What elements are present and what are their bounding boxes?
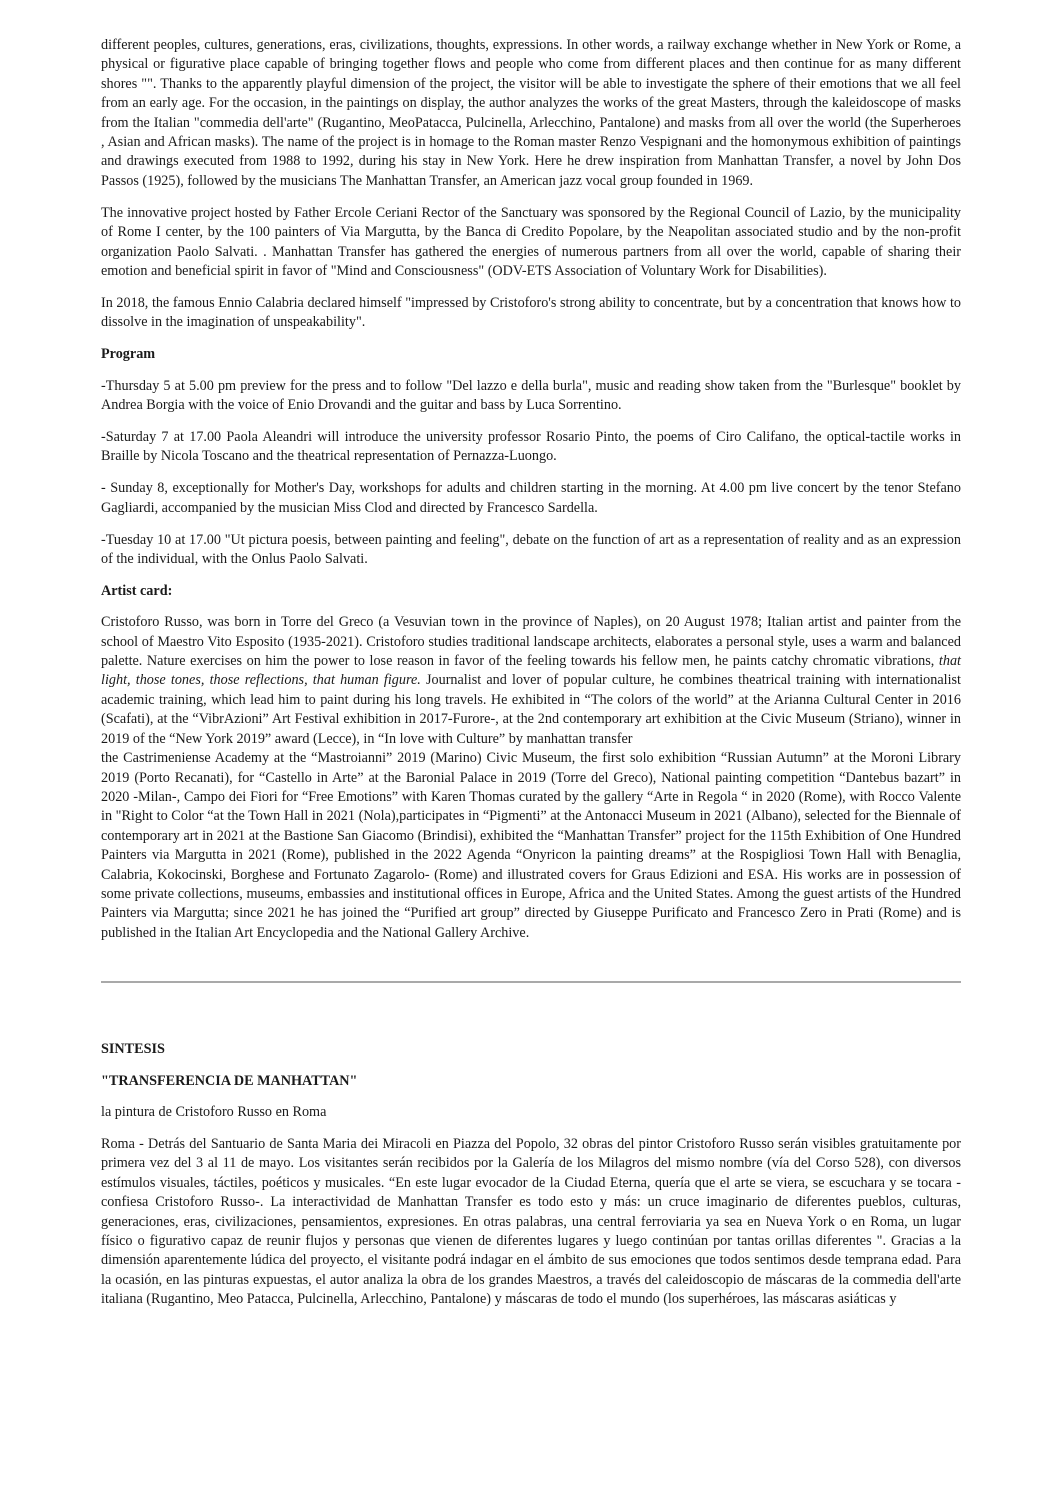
program-item-thursday: -Thursday 5 at 5.00 pm preview for the press and to follow "Del lazzo e della burla", music and reading show taken from the "Burlesque" booklet by Andrea Borgia with the voice of Enio Drovandi and the guitar and bass by Luca Sorrentino. bbox=[101, 377, 961, 413]
synthesis-title: "TRANSFERENCIA DE MANHATTAN" bbox=[101, 1072, 358, 1089]
artist-card-biography bbox=[101, 613, 961, 943]
spanish-synthesis bbox=[101, 1040, 961, 1309]
artist-bio-part-c: the Castrimeniense Academy at the “Mastroianni” 2019 (Marino) Civic Museum, the first solo exhibition “Russian Autumn” at the Moroni Library 2019 (Porto Recanati), for “Castello in Arte” at the Baronial Palace in 2019 (Torre del Greco), National painting competition “Dantebus bazart” in 2020 -Milan-, Campo dei Fiori for “Free Emotions” with Karen Thomas curated by the gallery “Arte in Regola “ in 2020 (Rome), with Rocco Valente in "Right to Color “at the Town Hall in 2021 (Nola),participates in “Pigmenti” at the Antonacci Museum in 2021 (Albano), selected for the Biennale of contemporary art in 2021 at the Bastione San Giacomo (Brindisi), exhibited the “Manhattan Transfer” project for the 115th Exhibition of One Hundred Painters via Margutta in 2021 (Rome), published in the 2022 Agenda “Onyricon la painting dreams” at the Rospigliosi Town Hall with Benaglia, Calabria, Kokocinski, Borghese and Fortunato Zagarolo- (Rome) and illustrated covers for Graus Edizioni and ESA. His works are in possession of some private collections, museums, embassies and institutional offices in Europe, Africa and the United States. Among the guest artists of the Hundred Painters via Margutta; since 2021 he has joined the “Purified art group” directed by Giuseppe Purificato and Francesco Zero in Prati (Rome) and is published in the Italian Art Encyclopedia and the National Gallery Archive. bbox=[101, 750, 961, 941]
program-item-sunday: - Sunday 8, exceptionally for Mother's Day, workshops for adults and children starting in the morning. At 4.00 pm live concert by the tenor Stefano Gagliardi, accompanied by the musician Miss Clod and directed by Francesco Sardella. bbox=[101, 480, 961, 516]
artist-bio-part-b: Journalist and lover of popular culture, he combines theatrical training with internationalist academic training, which lead him to paint during his long travels. He exhibited in “The colors of the world” at the Arianna Cultural Center in 2016 (Scafati), at the “VibrAzioni” Art Festival exhibition in 2017-Furore-, at the 2nd contemporary art exhibition at the Civic Museum (Striano), winner in 2019 of the “New York 2019” award (Lecce), in “In love with Culture” by manhattan transfer bbox=[101, 672, 961, 747]
program-item-tuesday: -Tuesday 10 at 17.00 "Ut pictura poesis, between painting and feeling", debate on the function of art as a representation of reality and as an expression of the individual, with the Onlus Paolo Salvati. bbox=[101, 531, 961, 567]
synthesis-subtitle: la pintura de Cristoforo Russo en Roma bbox=[101, 1103, 327, 1120]
program-item-saturday: -Saturday 7 at 17.00 Paola Aleandri will introduce the university professor Rosario Pinto, the poems of Ciro Califano, the optical-tactile works in Braille by Nicola Toscano and the theatrical representation of Pernazza-Luongo. bbox=[101, 428, 961, 465]
document-page bbox=[101, 36, 961, 1322]
section-divider bbox=[101, 981, 961, 983]
paragraph-calabria-quote: In 2018, the famous Ennio Calabria declared himself "impressed by Cristoforo's strong ability to concentrate, but by a concentration that knows how to dissolve in the imagination of unspeakability". bbox=[101, 294, 961, 331]
program-heading: Program bbox=[101, 346, 156, 363]
paragraph-sponsors: The innovative project hosted by Father Ercole Ceriani Rector of the Sanctuary was sponsored by the Regional Council of Lazio, by the municipality of Rome I center, by the 100 painters of Via Margutta, by the Banca di Credito Popolare, by the Neapolitan associated studio and by the non-profit organization Paolo Salvati. . Manhattan Transfer has gathered the energies of numerous partners from all over the world, capable of sharing their emotion and beneficial spirit in favor of "Mind and Consciousness" (ODV-ETS Association of Voluntary Work for Disabilities). bbox=[101, 204, 961, 279]
artist-card-heading: Artist card: bbox=[101, 582, 173, 599]
paragraph-project-description: different peoples, cultures, generations, eras, civilizations, thoughts, expressions. In other words, a railway exchange whether in New York or Rome, a physical or figurative place capable of bringing together flows and people who come from different places and then continue for as many different shores "". Thanks to the apparently playful dimension of the project, the visitor will be able to investigate the sphere of their emotions that we all feel from an early age. For the occasion, in the paintings on display, the author analyzes the works of the great Masters, through the kaleidoscope of masks from the Italian "commedia dell'arte" (Rugantino, MeoPatacca, Pulcinella, Arlecchino, Pantalone) and masks from all over the world (the Superheroes , Asian and African masks). The name of the project is in homage to the Roman master Renzo Vespignani and the homonymous exhibition of paintings and drawings executed from 1988 to 1992, during his stay in New York. Here he drew inspiration from Manhattan Transfer, a novel by John Dos Passos (1925), followed by the musicians The Manhattan Transfer, an American jazz vocal group founded in 1969. bbox=[101, 37, 961, 189]
synthesis-body-text: Detrás del Santuario de Santa Maria dei Miracoli en Piazza del Popolo, 32 obras del pintor Cristoforo Russo serán visibles gratuitamente por primera vez del 3 al 11 de mayo. Los visitantes serán recibidos por la Galería de los Milagros del mismo nombre (vía del Corso 528), con diversos estímulos visuales, táctiles, poéticos y musicales. “En este lugar evocador de la Ciudad Eterna, quería que el arte se viera, se escuchara y se tocara -confiesa Cristoforo Russo-. La interactividad de Manhattan Transfer es todo esto y más: un cruce imaginario de diferentes pueblos, culturas, generaciones, eras, civilizaciones, pensamientos, expresiones. En otras palabras, una central ferroviaria ya sea en Nueva York o en Roma, un lugar físico o figurativo capaz de reunir flujos y personas que vienen de diferentes lugares y luego continúan por tantas orillas diferentes ". Gracias a la dimensión aparentemente lúdica del proyecto, el visitante podrá indagar en el ámbito de sus emociones que todos sentimos desde temprana edad. Para la ocasión, en las pinturas expuestas, el autor analiza la obra de los grandes Maestros, a través del caleidoscopio de máscaras de la commedia dell'arte italiana (Rugantino, Meo Patacca, Pulcinella, Arlecchino, Pantalone) y máscaras de todo el mundo (los superhéroes, las máscaras asiáticas y bbox=[101, 1135, 961, 1308]
artist-bio-part-a: Cristoforo Russo, was born in Torre del Greco (a Vesuvian town in the province of Naples), on 20 August 1978; Italian artist and painter from the school of Maestro Vito Esposito (1935-2021). Cristoforo studies traditional landscape architects, elaborates a personal style, uses a warm and balanced palette. Nature exercises on him the power to lose reason in favor of the feeling towards his fellow men, he paints catchy chromatic vibrations, bbox=[101, 614, 961, 670]
synthesis-dateline: Roma - bbox=[101, 1135, 149, 1152]
synthesis-body bbox=[101, 1135, 961, 1310]
artist-bio-italic: that light, those tones, those reflections, that human figure. bbox=[101, 653, 961, 689]
synthesis-label: SINTESIS bbox=[101, 1041, 165, 1058]
